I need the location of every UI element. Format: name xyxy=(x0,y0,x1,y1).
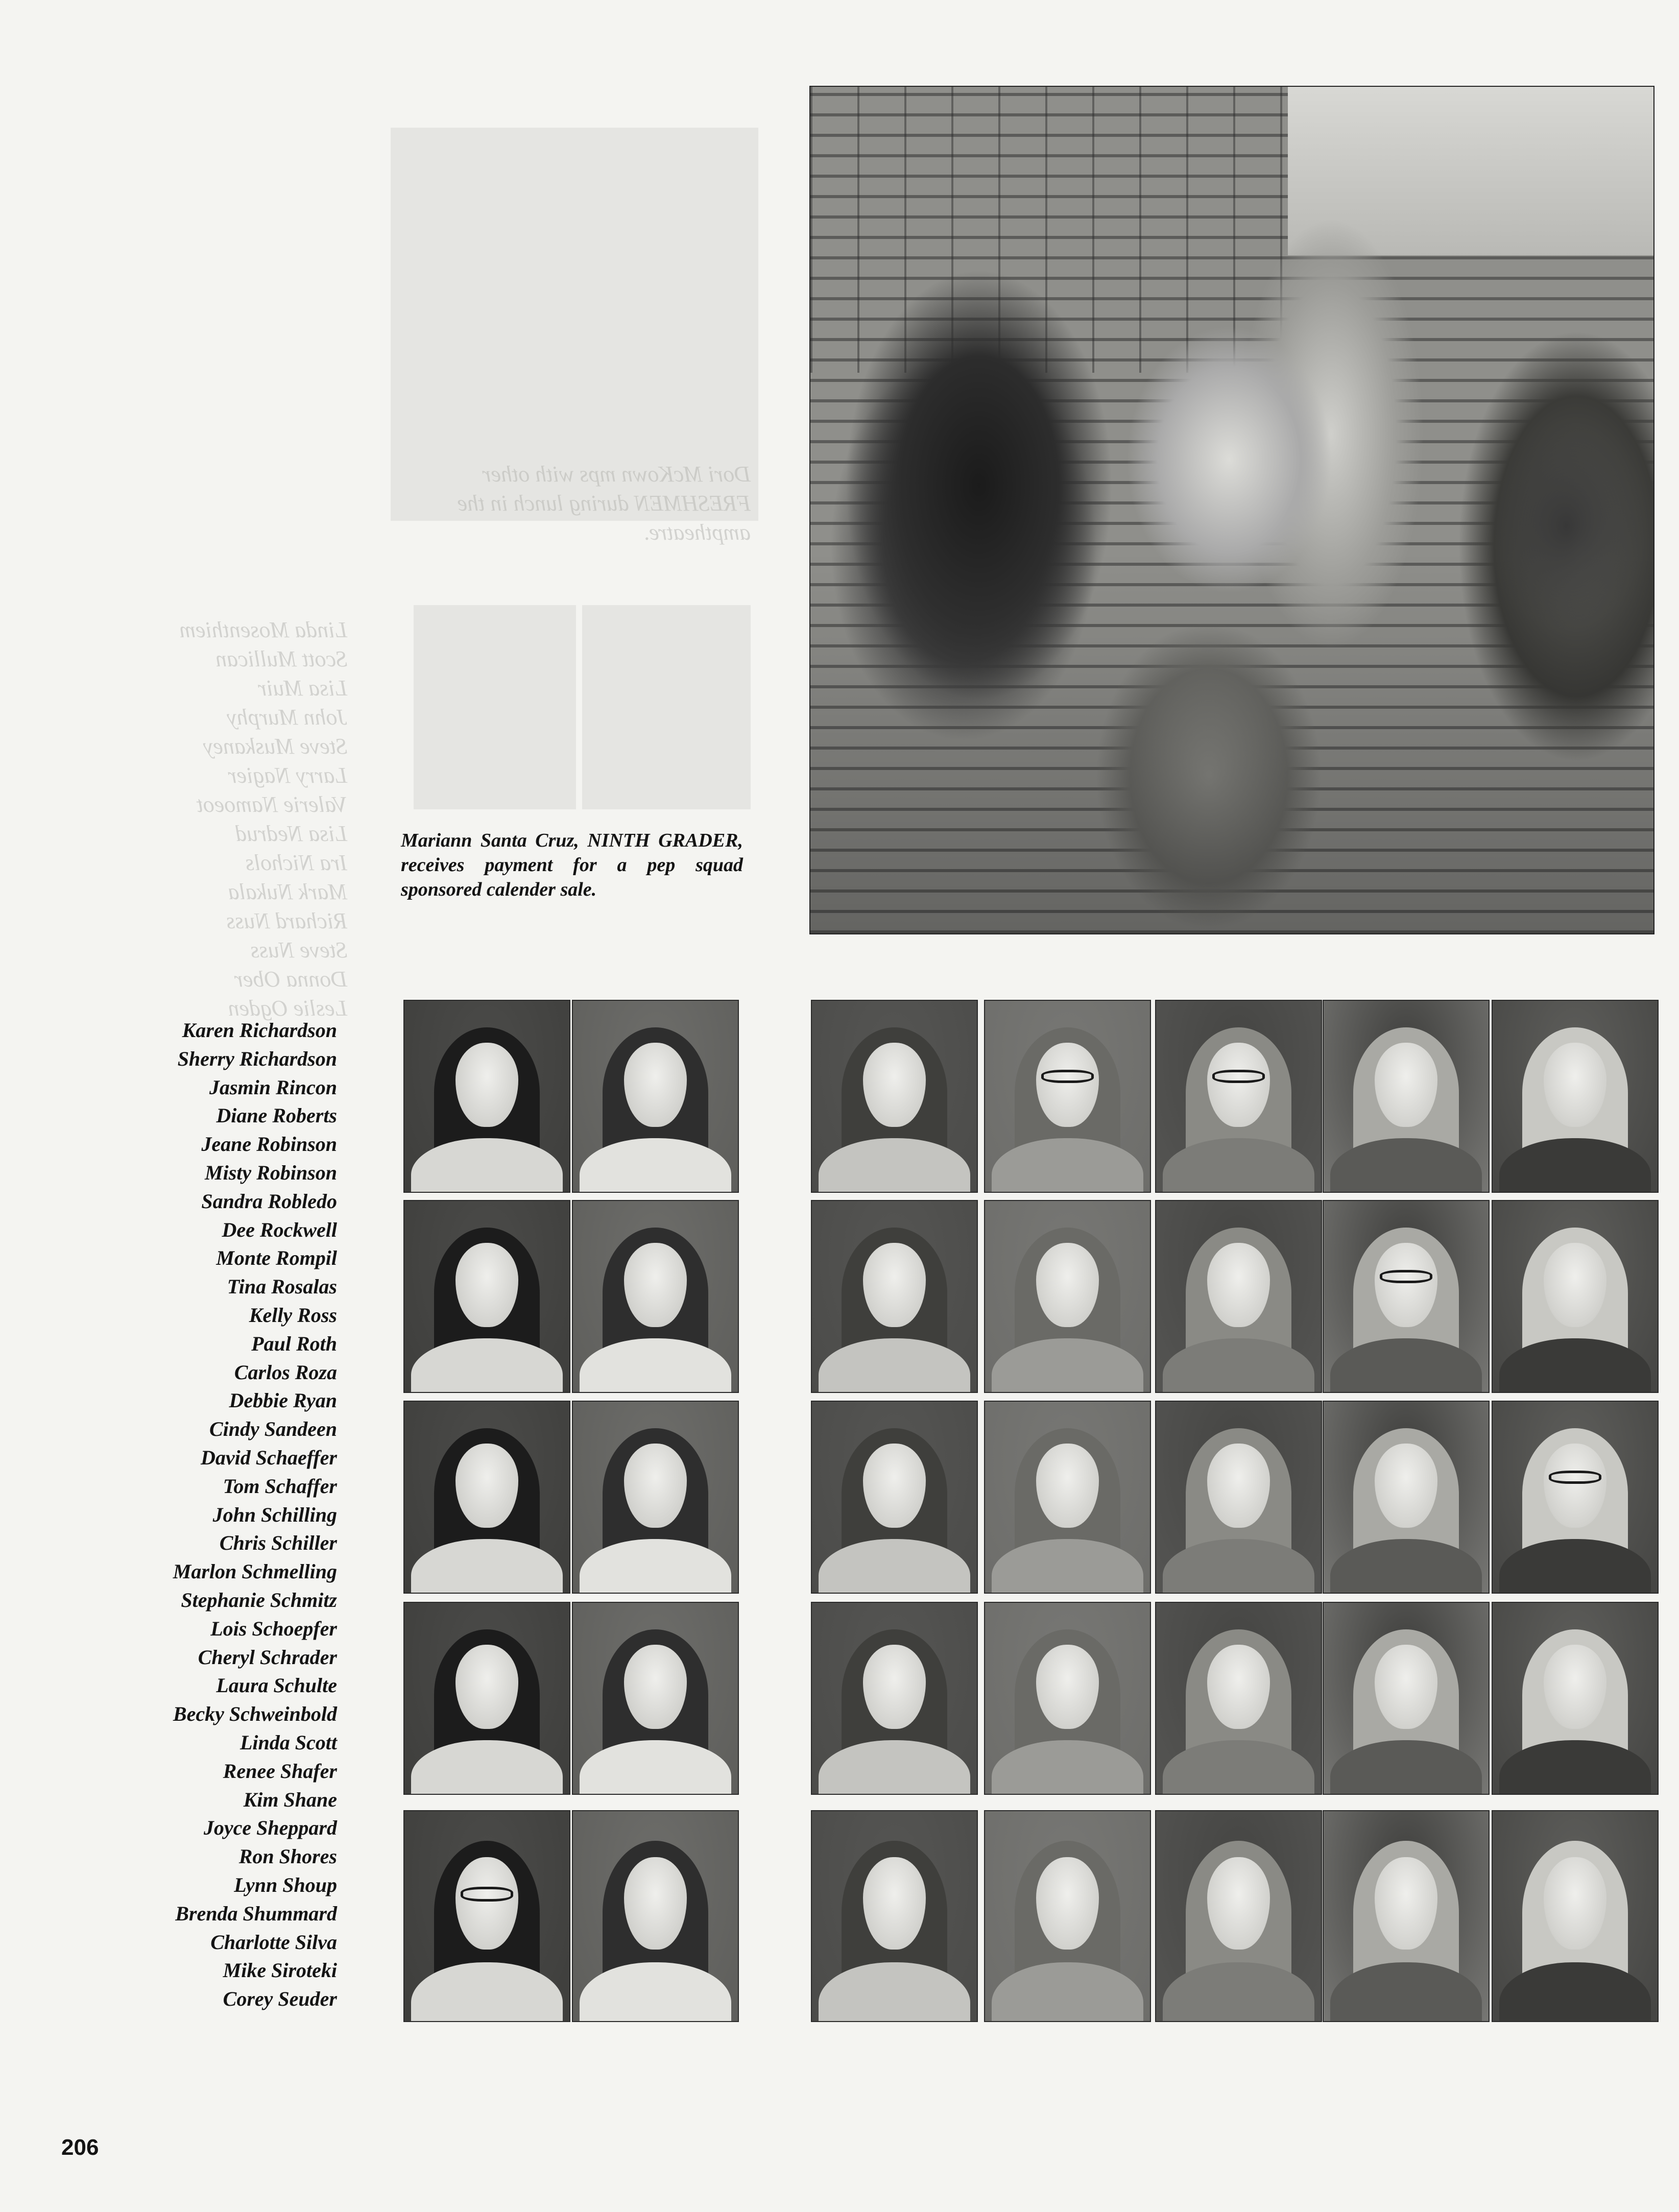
bleed-through-name: Scott Mullican xyxy=(215,646,347,671)
student-portrait xyxy=(1492,1200,1659,1393)
student-name: Brenda Shummard xyxy=(175,1902,337,1925)
student-name: Mike Siroteki xyxy=(223,1959,337,1982)
photo-caption: Mariann Santa Cruz, NINTH GRADER, receives payment for a pep squad sponsored calender sale. xyxy=(401,830,743,900)
student-portrait xyxy=(403,1200,570,1393)
glasses-icon xyxy=(1549,1471,1601,1484)
student-name: Sandra Robledo xyxy=(201,1189,337,1213)
student-name: Becky Schweinbold xyxy=(173,1702,337,1726)
student-name: Misty Robinson xyxy=(205,1161,337,1184)
student-name: Jasmin Rincon xyxy=(209,1075,337,1099)
bleed-through-name: Steve Nuss xyxy=(250,937,347,963)
student-portrait xyxy=(1155,1000,1322,1193)
glasses-icon xyxy=(1380,1270,1432,1283)
student-portrait xyxy=(1155,1810,1322,2022)
student-name: Joyce Sheppard xyxy=(203,1816,337,1840)
main-photo xyxy=(809,86,1654,934)
student-name: Kim Shane xyxy=(243,1788,337,1811)
students-crowd xyxy=(810,220,1653,933)
student-portrait xyxy=(1323,1401,1490,1594)
bleed-through-name: Leslie Ogden xyxy=(228,996,347,1021)
glasses-icon xyxy=(1041,1070,1094,1083)
student-name: Renee Shafer xyxy=(223,1759,337,1783)
student-portrait xyxy=(1492,1810,1659,2022)
student-name: Debbie Ryan xyxy=(229,1389,337,1412)
student-portrait xyxy=(403,1401,570,1594)
student-portrait xyxy=(811,1401,978,1594)
bleed-through-name: Ira Nichols xyxy=(245,850,347,875)
student-name: Charlotte Silva xyxy=(210,1930,337,1954)
student-name: Chris Schiller xyxy=(219,1531,337,1555)
bleed-through-name: Steve Muskaney xyxy=(203,734,347,759)
student-portrait xyxy=(811,1810,978,2022)
student-name: David Schaeffer xyxy=(201,1446,337,1469)
student-name: Laura Schulte xyxy=(216,1674,337,1697)
student-name: Jeane Robinson xyxy=(201,1133,337,1156)
student-name: Marlon Schmelling xyxy=(173,1560,337,1583)
student-portrait xyxy=(572,1602,739,1795)
student-portrait xyxy=(572,1000,739,1193)
glasses-icon xyxy=(1212,1070,1265,1083)
bleed-through-portrait-1 xyxy=(414,605,576,809)
student-portrait xyxy=(811,1200,978,1393)
bleed-through-portrait-2 xyxy=(582,605,751,809)
student-name: Lynn Shoup xyxy=(234,1873,337,1896)
student-portrait xyxy=(1492,1401,1659,1594)
student-name: Tom Schaffer xyxy=(223,1474,337,1498)
student-name: Ron Shores xyxy=(238,1845,337,1868)
student-portrait xyxy=(984,1602,1151,1795)
bleed-through-name: Donna Ober xyxy=(234,967,347,992)
student-name: Sherry Richardson xyxy=(177,1047,337,1070)
bleed-through-name: John Murphy xyxy=(227,705,347,730)
student-portrait xyxy=(1323,1602,1490,1795)
student-name: Lois Schoepfer xyxy=(210,1617,337,1640)
student-portrait xyxy=(811,1602,978,1795)
student-portrait xyxy=(572,1810,739,2022)
student-portrait xyxy=(984,1401,1151,1594)
student-portrait xyxy=(403,1602,570,1795)
student-name: Tina Rosalas xyxy=(227,1275,337,1299)
student-name: John Schilling xyxy=(212,1503,337,1526)
student-portrait xyxy=(811,1000,978,1193)
student-portrait xyxy=(403,1810,570,2022)
student-name: Corey Seuder xyxy=(223,1987,337,2011)
student-portrait xyxy=(1492,1000,1659,1193)
student-portrait xyxy=(1323,1200,1490,1393)
student-portrait xyxy=(1155,1401,1322,1594)
student-name: Cheryl Schrader xyxy=(198,1645,337,1669)
bleed-through-caption: Dori McKown mps with other FRESHMEN during lunch in the amptheatre. xyxy=(457,462,751,545)
bleed-through-name: Lisa Muir xyxy=(258,676,347,701)
student-portrait xyxy=(572,1200,739,1393)
student-portrait xyxy=(984,1810,1151,2022)
bleed-through-name: Lisa Nedrud xyxy=(235,821,347,846)
bleed-through-name: Linda Mosenthiem xyxy=(179,617,347,642)
student-name: Diane Roberts xyxy=(216,1104,337,1127)
student-portrait xyxy=(1155,1200,1322,1393)
student-name: Dee Rockwell xyxy=(222,1218,337,1241)
glasses-icon xyxy=(461,1887,513,1902)
student-name: Linda Scott xyxy=(239,1730,337,1754)
student-portrait xyxy=(984,1200,1151,1393)
student-name: Cindy Sandeen xyxy=(209,1417,337,1441)
page-number: 206 xyxy=(61,2135,99,2160)
student-name-list xyxy=(97,1016,337,2013)
student-name: Kelly Ross xyxy=(249,1303,337,1327)
bleed-through-name: Larry Nagier xyxy=(228,763,347,788)
bleed-through-names xyxy=(138,615,347,1023)
student-name: Stephanie Schmitz xyxy=(181,1588,337,1612)
student-name: Monte Rompil xyxy=(216,1246,337,1270)
student-portrait xyxy=(572,1401,739,1594)
student-portrait xyxy=(1323,1810,1490,2022)
bleed-through-name: Mark Nukala xyxy=(228,879,347,904)
student-portrait xyxy=(1155,1602,1322,1795)
student-portrait xyxy=(984,1000,1151,1193)
student-name: Karen Richardson xyxy=(182,1019,337,1042)
student-portrait xyxy=(403,1000,570,1193)
bleed-through-name: Richard Nuss xyxy=(226,908,347,933)
bleed-through-name: Valerie Namoeot xyxy=(197,792,347,817)
student-portrait xyxy=(1323,1000,1490,1193)
student-name: Carlos Roza xyxy=(234,1360,337,1384)
student-name: Paul Roth xyxy=(251,1332,337,1355)
student-portrait xyxy=(1492,1602,1659,1795)
